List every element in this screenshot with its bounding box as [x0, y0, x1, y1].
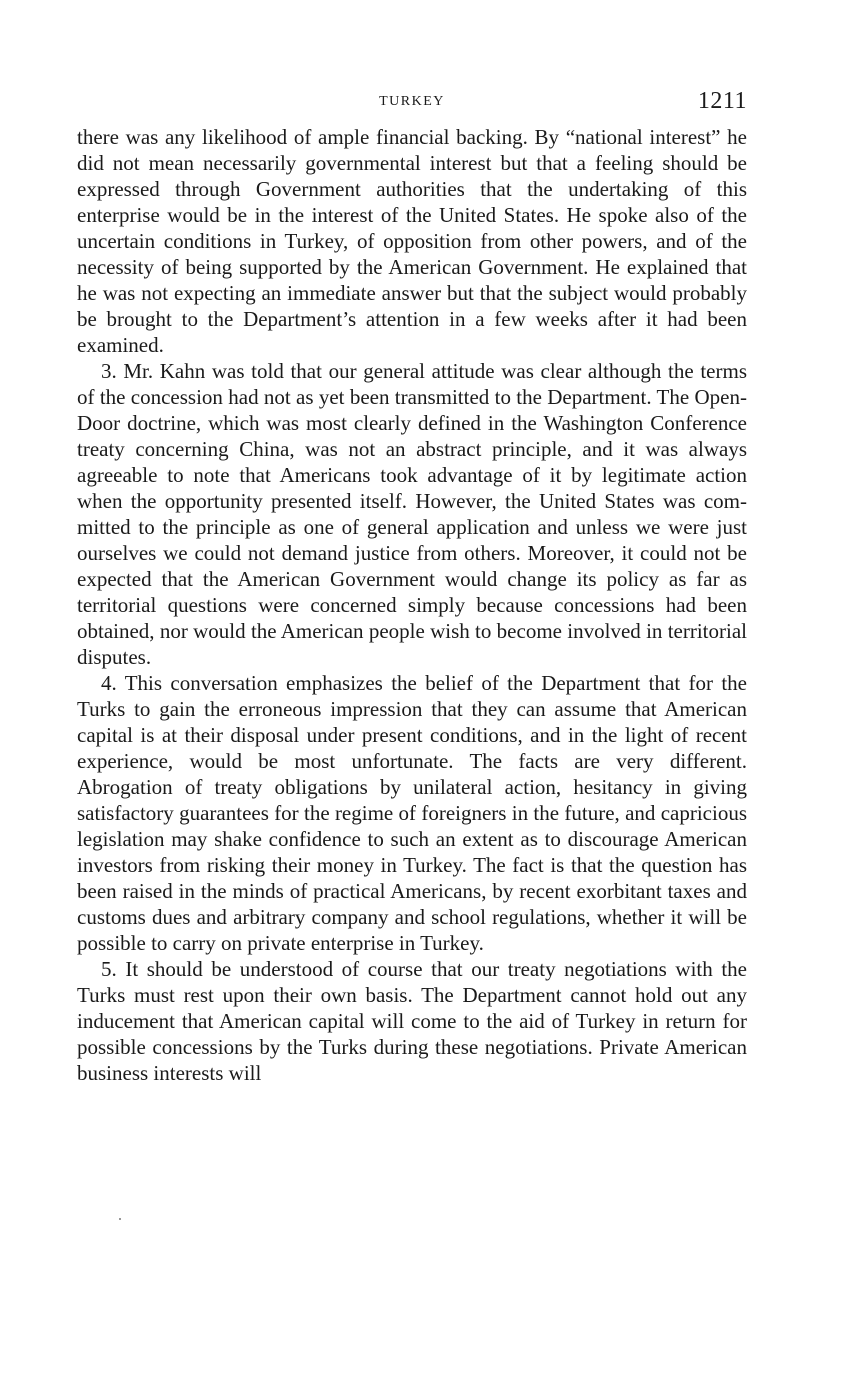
paragraph-3: 3. Mr. Kahn was told that our general attitude was clear although the terms of the concession had not as yet been transmitted to the Department. The Open-Door doctrine, which was most clearly defined in the Washington Conference treaty concerning China, was not an abstract principle, and it was always agreeable to note that Americans took advantage of it by legitimate action when the opportunity presented itself. However, the United States was committed to the principle as one of general application and unless we were just ourselves we could not demand justice from others. Moreover, it could not be expected that the American Government would change its policy as far as territorial questions were concerned simply because concessions had been obtained, nor would the American people wish to become involved in territorial disputes. — [77, 359, 747, 669]
paragraph-5: 5. It should be understood of course that our treaty negotiations with the Turks must rest upon their own basis. The Department cannot hold out any inducement that American capital will come to the aid of Turkey in return for possible concessions by the Turks during these negotiations. Private American business interests will — [77, 957, 747, 1085]
document-page — [77, 88, 747, 1086]
running-title: TURKEY — [379, 94, 445, 109]
page-number: 1211 — [697, 88, 747, 114]
paragraph-4: 4. This conversation emphasizes the belief of the Department that for the Turks to gain the erroneous impression that they can assume that American capital is at their disposal under present conditions, and in the light of recent experience, would be most unfortunate. The facts are very different. Abrogation of treaty obligations by unilateral action, hesitancy in giving satisfactory guarantees for the regime of foreigners in the future, and capricious legislation may shake confidence to such an extent as to discourage American investors from risking their money in Turkey. The fact is that the question has been raised in the minds of practical Americans, by recent exorbitant taxes and customs dues and arbitrary company and school regulations, whether it will be possible to carry on private enterprise in Turkey. — [77, 671, 747, 955]
stray-mark — [119, 1218, 121, 1220]
body-text — [77, 124, 747, 1086]
paragraph-continued: there was any likelihood of ample financial backing. By “national interest” he did not mean necessarily governmental interest but that a feeling should be expressed through Government authorities that the undertaking of this enterprise would be in the interest of the United States. He spoke also of the uncertain conditions in Turkey, of opposition from other powers, and of the necessity of being supported by the American Government. He explained that he was not expecting an immediate answer but that the subject would probably be brought to the Department’s attention in a few weeks after it had been examined. — [77, 125, 747, 357]
running-header — [77, 88, 747, 124]
